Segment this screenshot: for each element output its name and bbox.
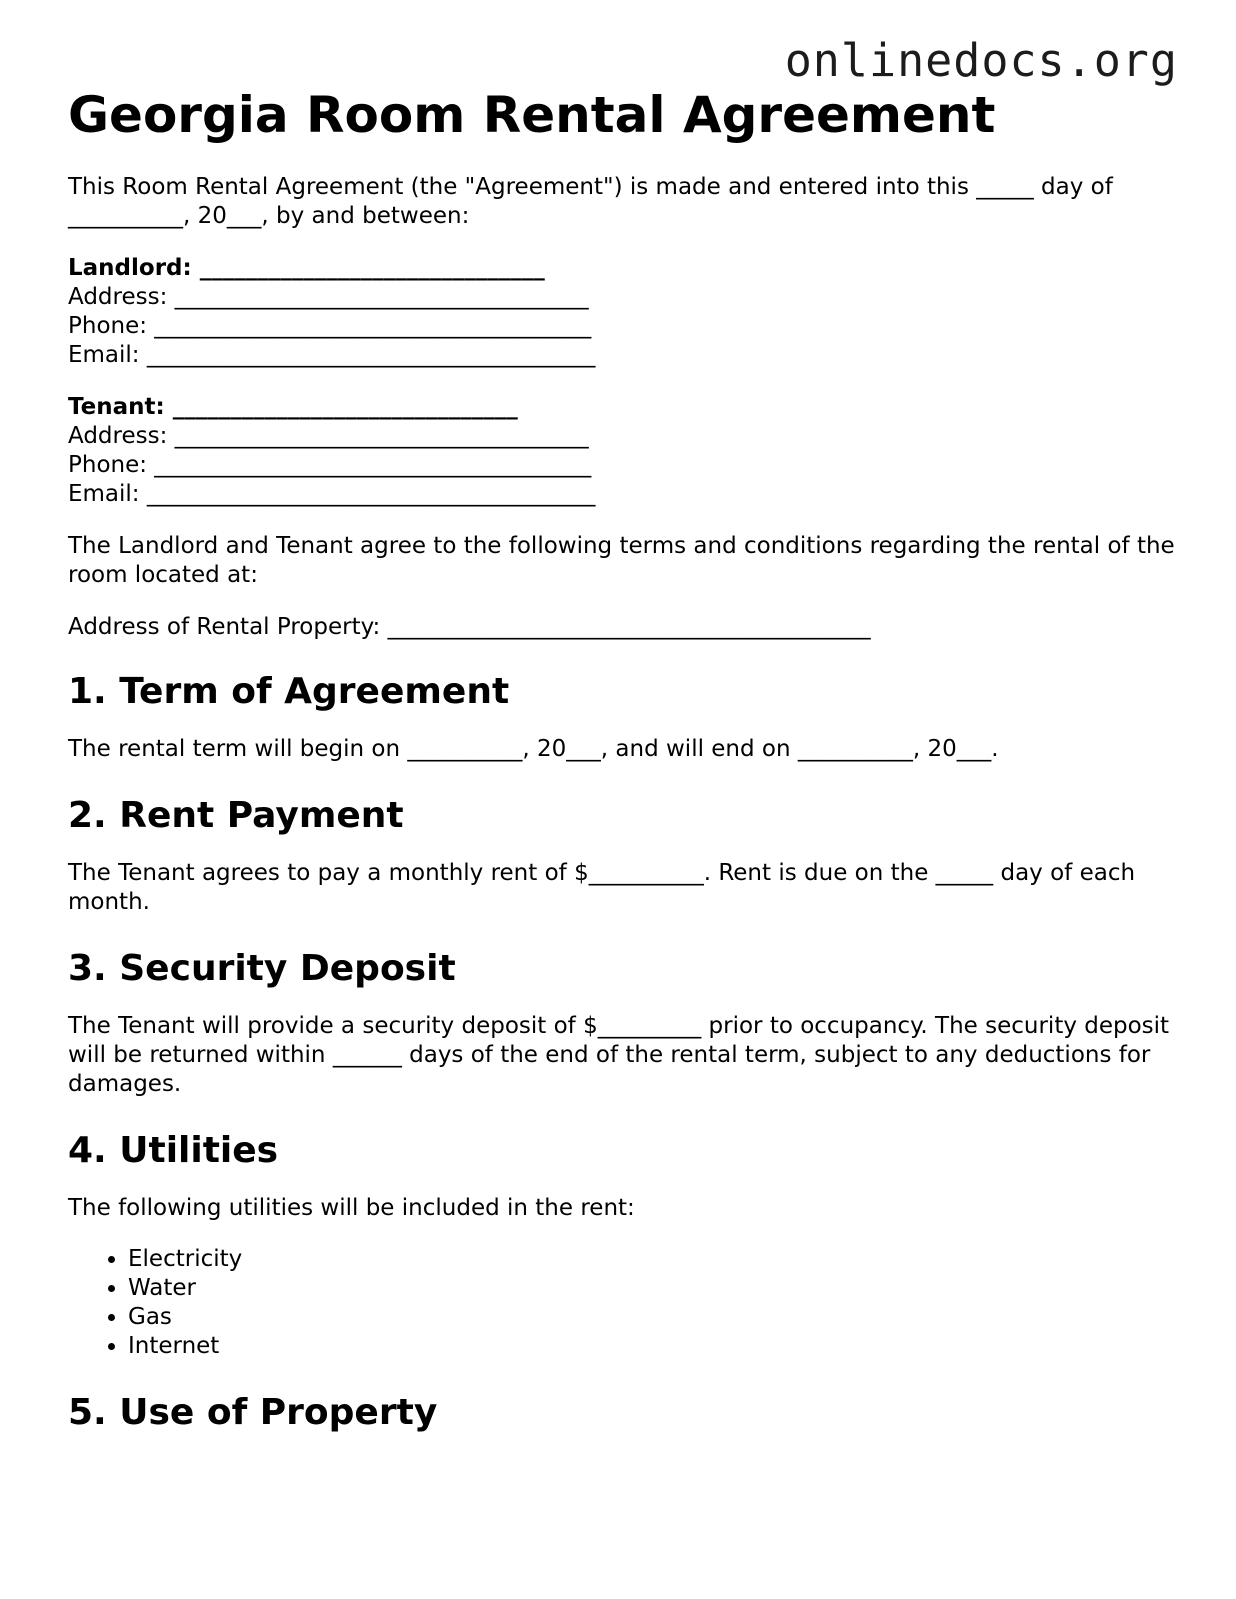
- document-title: Georgia Room Rental Agreement: [68, 86, 996, 144]
- section-text-utilities: The following utilities will be included in the rent:: [68, 1195, 635, 1221]
- tenant-name-field: Tenant: ______________________________: [68, 394, 518, 420]
- tenant-address-field: Address: ____________________________________: [68, 423, 589, 449]
- terms-intro-paragraph: The Landlord and Tenant agree to the following terms and conditions regarding the rental of the room located at:: [68, 533, 1175, 588]
- section-heading-deposit: 3. Security Deposit: [68, 948, 456, 989]
- section-text-term: The rental term will begin on __________, 20___, and will end on __________, 20___.: [68, 736, 999, 762]
- section-heading-term: 1. Term of Agreement: [68, 671, 510, 712]
- section-heading-use: 5. Use of Property: [68, 1392, 438, 1433]
- section-heading-utilities: 4. Utilities: [68, 1130, 279, 1171]
- list-item: • Water: [128, 1274, 1178, 1303]
- section-heading-rent: 2. Rent Payment: [68, 795, 404, 836]
- list-item: • Electricity: [128, 1245, 1178, 1274]
- tenant-phone-field: Phone: ______________________________________: [68, 452, 592, 478]
- section-text-deposit: The Tenant will provide a security deposit of $_________ prior to occupancy. The security deposit will be returned within ______ days of the end of the rental term, subject to any deductions for damages.: [68, 1013, 1170, 1097]
- landlord-email-field: Email: _______________________________________: [68, 342, 596, 368]
- tenant-email-field: Email: _______________________________________: [68, 481, 596, 507]
- landlord-name-field: Landlord: ______________________________: [68, 255, 545, 281]
- intro-paragraph: This Room Rental Agreement (the "Agreement") is made and entered into this _____ day of __________, 20___, by and between:: [68, 174, 1113, 229]
- watermark: onlinedocs.org: [784, 34, 1178, 87]
- utilities-list: [68, 1245, 1178, 1361]
- landlord-address-field: Address: ____________________________________: [68, 284, 589, 310]
- list-item: • Gas: [128, 1303, 1178, 1332]
- landlord-phone-field: Phone: ______________________________________: [68, 313, 592, 339]
- document-page: [68, 84, 1178, 1435]
- property-address-field: Address of Rental Property: __________________________________________: [68, 614, 871, 640]
- landlord-block: [68, 254, 1178, 370]
- list-item: • Internet: [128, 1332, 1178, 1361]
- tenant-block: [68, 393, 1178, 509]
- section-text-rent: The Tenant agrees to pay a monthly rent of $__________. Rent is due on the _____ day of each month.: [68, 860, 1136, 915]
